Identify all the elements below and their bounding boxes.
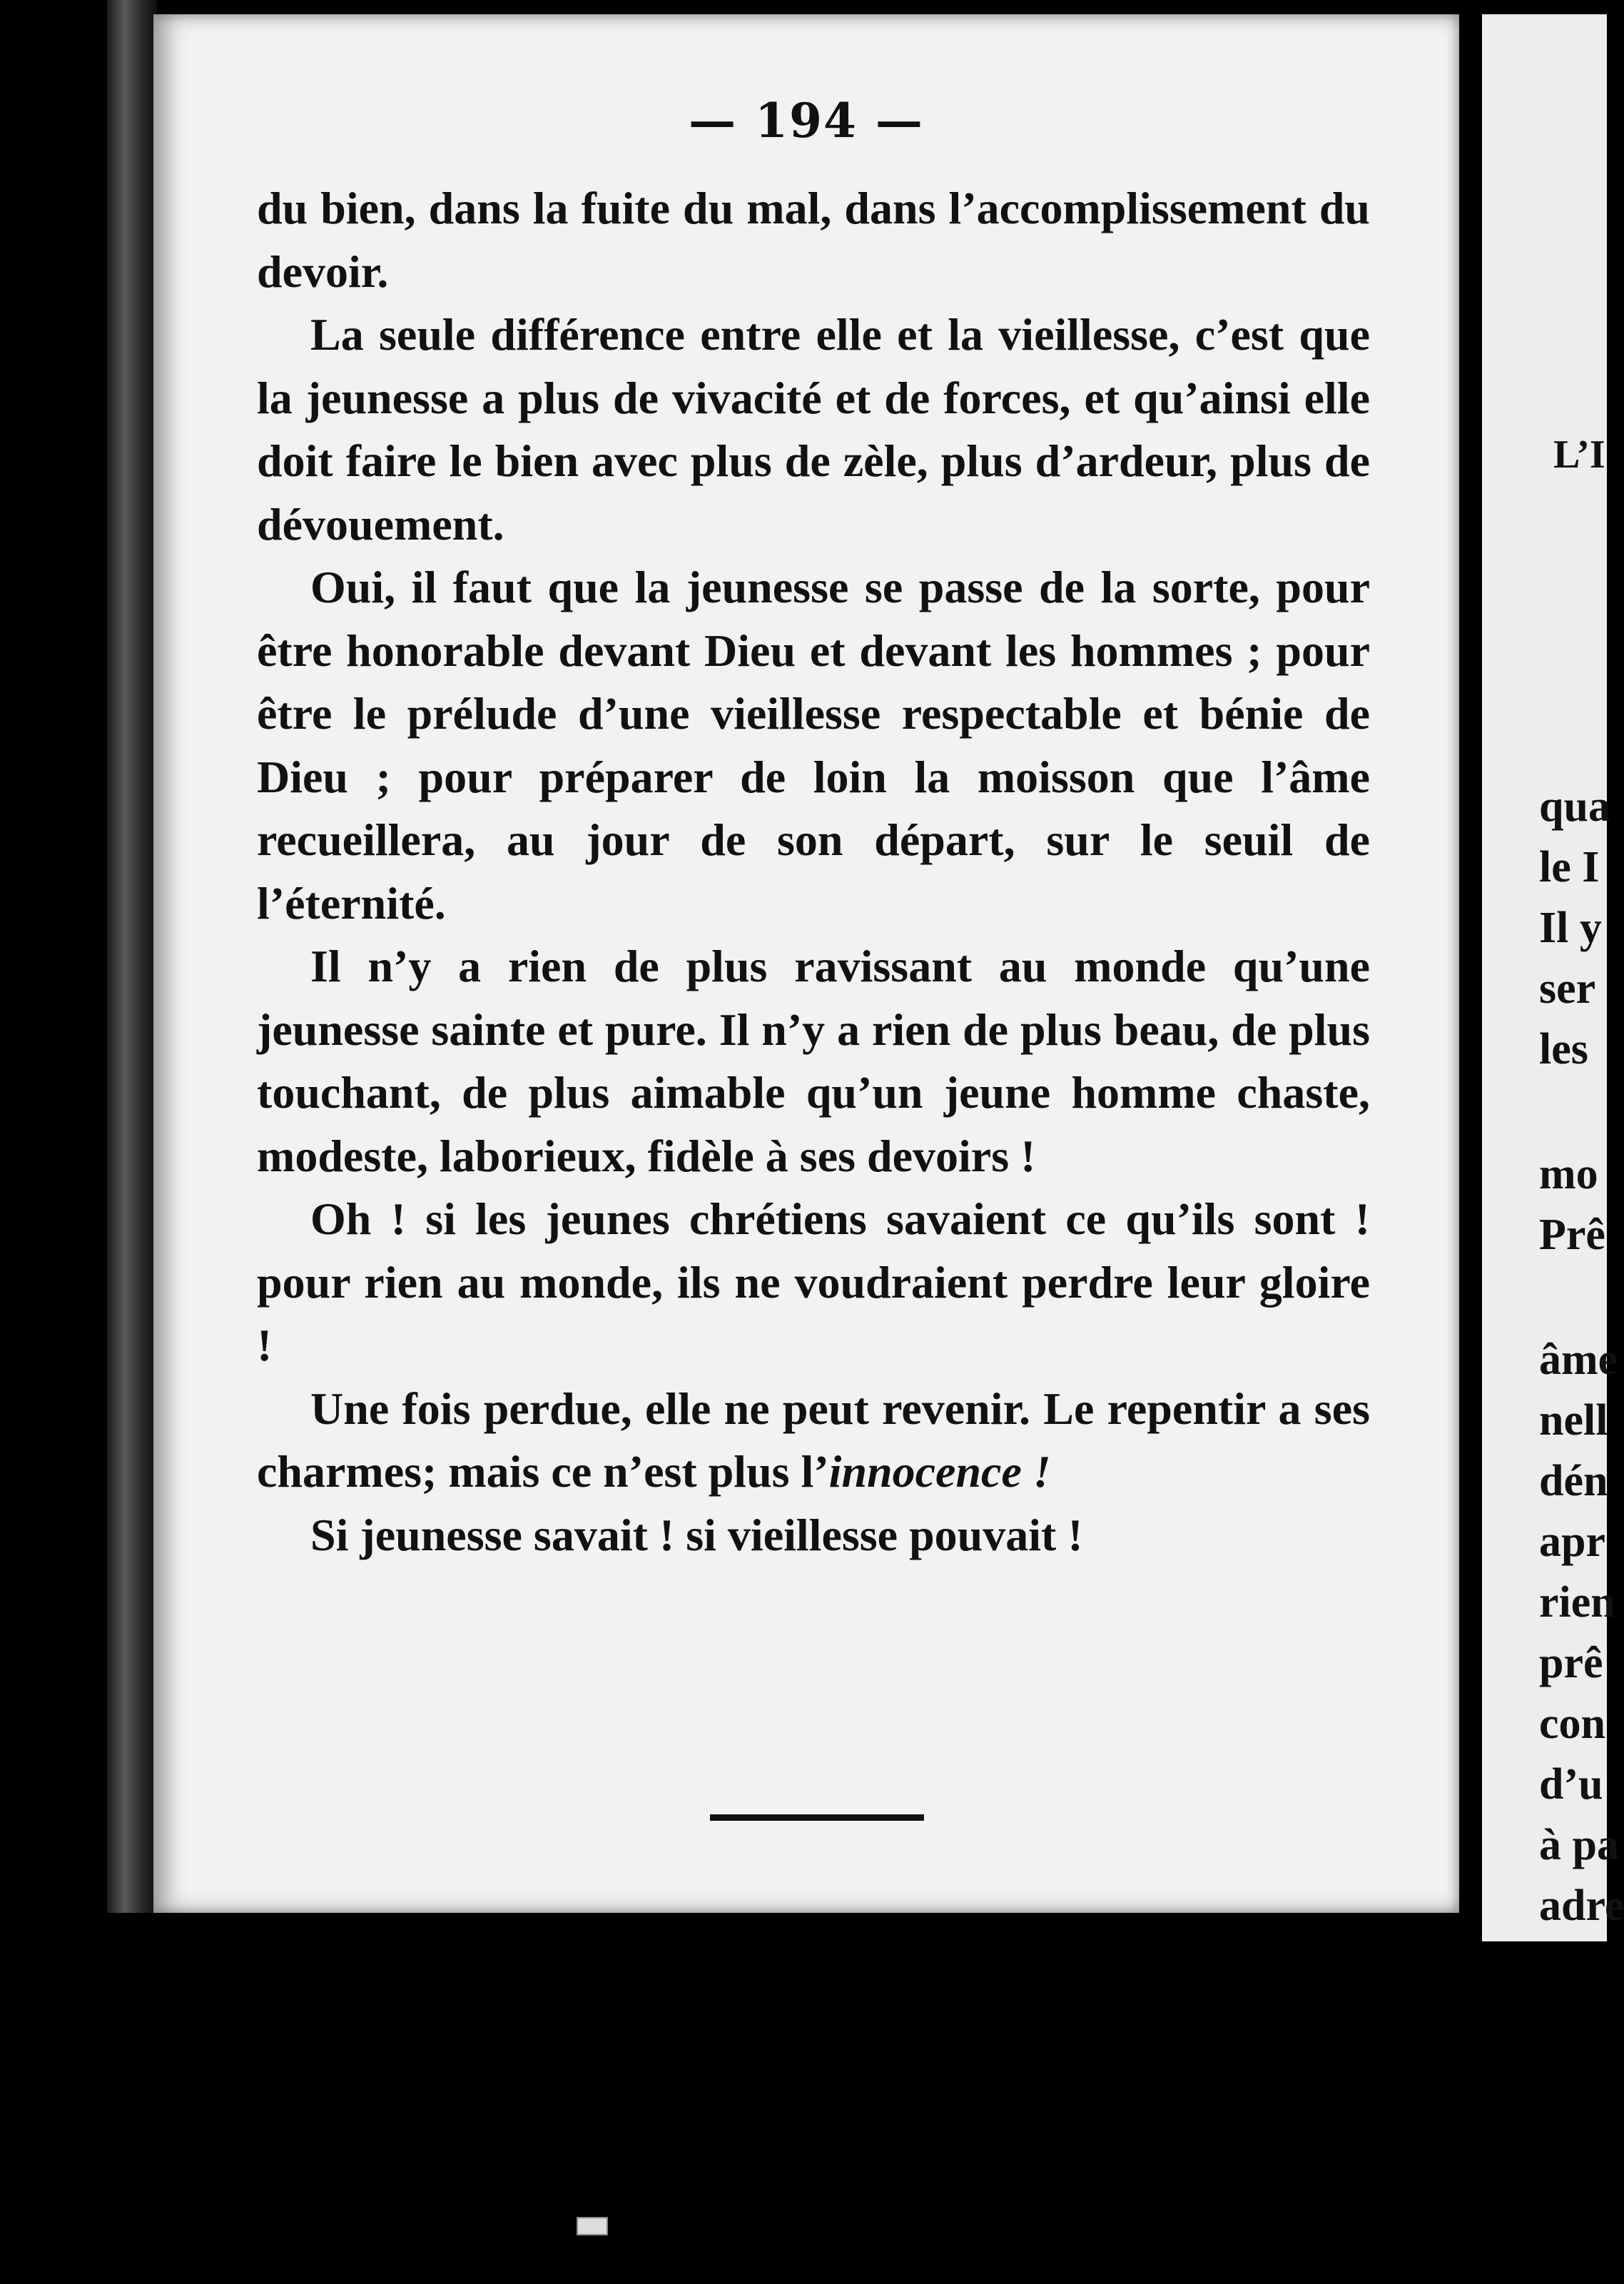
facing-page-text: Il y xyxy=(1539,904,1602,952)
emphasized-word: innocence ! xyxy=(828,1446,1051,1497)
paragraph: du bien, dans la fuite du mal, dans l’accomplissement du devoir. xyxy=(257,183,1370,297)
paragraph: Il n’y a rien de plus ravissant au monde qu’une jeunesse sainte et pure. Il n’y a rien de plus beau, de plus touchant, de plus aimable qu’un jeune homme chaste, modeste, laborieux, fidèle à ses devoirs ! xyxy=(257,941,1370,1181)
facing-page-text: qua xyxy=(1539,782,1610,831)
facing-page-text: les xyxy=(1539,1025,1588,1073)
paragraph: Si jeunesse savait ! si vieillesse pouvait ! xyxy=(310,1509,1083,1560)
page-body xyxy=(257,177,1370,1567)
book-spine-edge xyxy=(107,0,157,1913)
facing-page-text: dén xyxy=(1539,1457,1608,1505)
facing-page-text: apr xyxy=(1539,1517,1605,1566)
facing-page-text: ser xyxy=(1539,964,1596,1013)
facing-page-text: prê xyxy=(1539,1639,1603,1687)
paragraph: La seule différence entre elle et la vieillesse, c’est que la jeunesse a plus de vivacité et de forces, et qu’ainsi elle doit faire le bien avec plus de zèle, plus d’ardeur, plus de dévouement. xyxy=(257,309,1370,550)
page-gutter xyxy=(1459,14,1482,1941)
facing-page-text: rien xyxy=(1539,1578,1615,1627)
archive-stamp xyxy=(577,2217,608,2235)
facing-page-fragment xyxy=(1482,14,1624,1941)
facing-page-text: L’I xyxy=(1553,433,1605,477)
facing-page-text: Prê xyxy=(1539,1211,1605,1259)
facing-page-text: nell xyxy=(1539,1396,1608,1445)
facing-page-text: d’u xyxy=(1539,1760,1603,1809)
facing-page-text: à pa xyxy=(1539,1821,1619,1869)
left-page xyxy=(153,14,1459,1913)
facing-page-text: con xyxy=(1539,1699,1605,1748)
paragraph: Une fois perdue, elle ne peut revenir. Le repentir a ses charmes; mais ce n’est plus l’innocence ! xyxy=(257,1383,1370,1497)
paragraph: Oui, il faut que la jeunesse se passe de la sorte, pour être honorable devant Dieu et devant les hommes ; pour être le prélude d’une vieillesse respectable et bénie de Dieu ; pour préparer de loin la moisson que l’âme recueillera, au jour de son départ, sur le seuil de l’éternité. xyxy=(257,562,1370,929)
paragraph: Oh ! si les jeunes chrétiens savaient ce qu’ils sont ! pour rien au monde, ils ne voudraient perdre leur gloire ! xyxy=(257,1193,1370,1370)
facing-page-text: le I xyxy=(1539,843,1600,891)
facing-page-text: mo xyxy=(1539,1150,1598,1198)
facing-page-text: âme xyxy=(1539,1335,1618,1384)
facing-page-text: adre xyxy=(1539,1881,1624,1930)
section-end-rule xyxy=(710,1814,924,1821)
page-number: — 194 — xyxy=(689,93,924,148)
